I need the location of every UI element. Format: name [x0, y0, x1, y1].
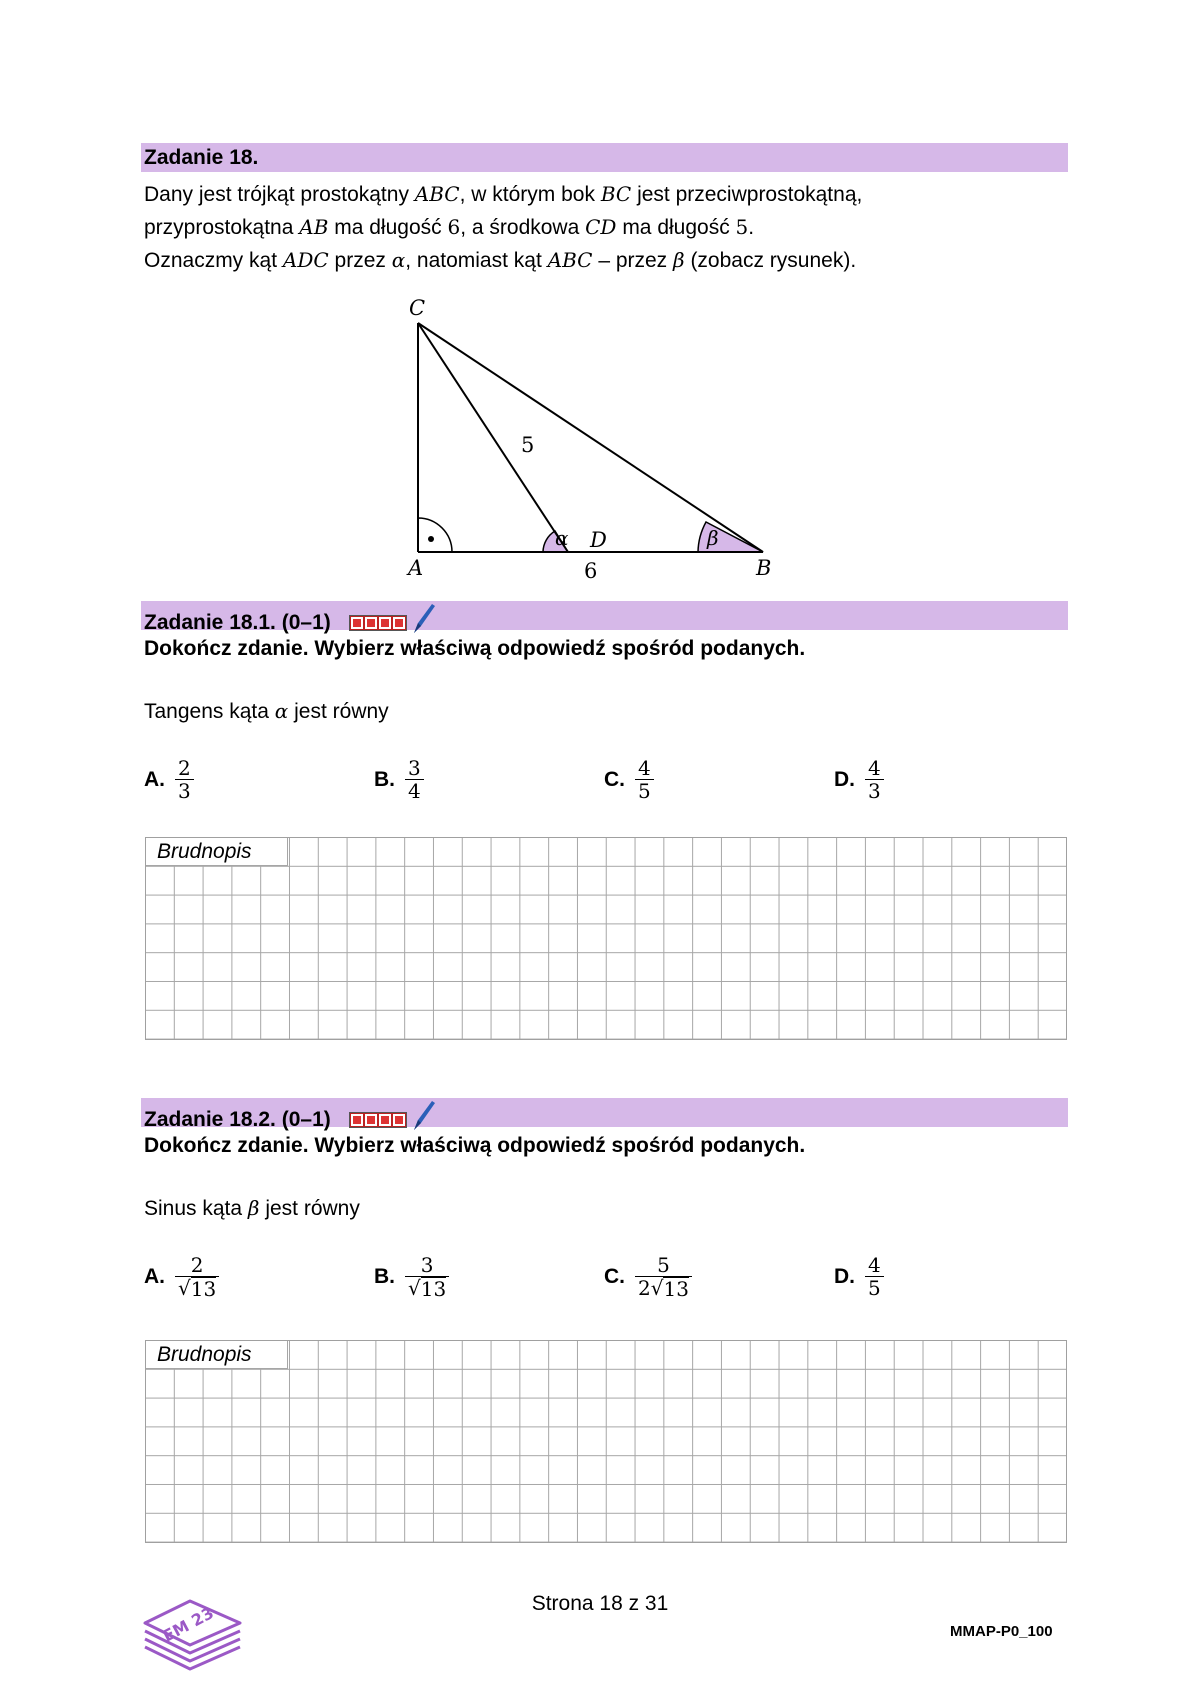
sqrt-sign: √ [408, 1276, 421, 1300]
text: Oznaczmy kąt [144, 249, 278, 272]
fraction [865, 757, 884, 802]
math-5: 5 [735, 215, 749, 239]
exam-code: MMAP-P0_100 [950, 1623, 1053, 1640]
subtask-1-question [144, 698, 389, 725]
logo-text: EM 23 [159, 1603, 217, 1646]
text: jest przeciwprostokątną, [637, 183, 863, 206]
denominator [175, 1276, 219, 1300]
fraction [865, 1254, 884, 1299]
option-c[interactable] [604, 1254, 692, 1300]
option-a[interactable] [144, 1254, 219, 1300]
fraction [175, 757, 194, 802]
label-6: 6 [584, 559, 598, 583]
option-d[interactable] [834, 1254, 884, 1299]
radicand: 13 [663, 1277, 689, 1301]
text: (zobacz rysunek). [690, 249, 857, 272]
option-letter: D. [834, 1264, 855, 1288]
subtask-1-title: Zadanie 18.1. (0–1) [144, 611, 331, 634]
subtask-2-title: Zadanie 18.2. (0–1) [144, 1108, 331, 1131]
option-d[interactable] [834, 757, 884, 802]
option-letter: B. [374, 767, 395, 791]
label-b: B [756, 556, 772, 580]
subtask-1-instruction: Dokończ zdanie. Wybierz właściwą odpowiedź spośród podanych. [144, 637, 806, 660]
scratchpad-grid-1[interactable] [145, 837, 1067, 1040]
page-number: Strona 18 z 31 [531, 1592, 669, 1615]
radicand: 13 [420, 1277, 447, 1301]
text: . [748, 216, 755, 239]
side-bc [418, 323, 763, 552]
sqrt-sign: √ [178, 1276, 191, 1300]
coefficient: 2 [638, 1276, 651, 1300]
fraction [405, 757, 424, 802]
subtask-2-question [144, 1195, 360, 1222]
numerator: 3 [408, 756, 421, 780]
math-abc: ABC [547, 248, 593, 272]
task-title: Zadanie 18. [144, 146, 259, 169]
option-letter: C. [604, 1265, 625, 1288]
text: jest równy [265, 1197, 360, 1220]
option-b[interactable] [374, 757, 424, 802]
median-cd [418, 323, 568, 552]
option-letter: A. [144, 1265, 165, 1288]
option-letter: C. [604, 767, 625, 791]
math-bc: BC [600, 182, 632, 206]
denominator: 5 [635, 779, 654, 802]
subtask-2-instruction: Dokończ zdanie. Wybierz właściwą odpowiedź spośród podanych. [144, 1134, 806, 1157]
sqrt [408, 1277, 446, 1300]
numerator: 2 [190, 1253, 204, 1277]
math-cd: CD [585, 215, 617, 239]
label-alpha: α [555, 526, 569, 550]
math-alpha: α [391, 248, 406, 272]
math-beta: β [673, 248, 685, 272]
fraction [405, 1254, 449, 1300]
numerator: 4 [638, 756, 651, 780]
scratchpad-grid-2[interactable] [145, 1340, 1067, 1543]
score-boxes-icon [349, 1112, 407, 1128]
radicand: 13 [190, 1277, 217, 1301]
math-abc: ABC [414, 182, 460, 206]
math-adc: ADC [282, 248, 329, 272]
text: Tangens kąta [144, 700, 269, 723]
denominator: 5 [865, 1276, 884, 1299]
label-a: A [408, 556, 424, 580]
scratchpad-label: Brudnopis [146, 838, 288, 866]
fraction [635, 757, 654, 802]
denominator [405, 1276, 449, 1300]
text: – przez [598, 249, 668, 272]
right-angle-dot [428, 536, 434, 542]
math-beta: β [247, 1196, 260, 1220]
subtask-2-header [144, 1098, 436, 1134]
denominator: 3 [865, 779, 884, 802]
pen-icon [410, 601, 436, 635]
text: ma długość [622, 216, 730, 239]
math-alpha: α [274, 699, 289, 723]
text: , w którym bok [459, 183, 595, 206]
triangle-figure [0, 0, 1200, 600]
label-d: D [590, 528, 607, 552]
numerator: 4 [868, 756, 881, 780]
denominator: 3 [175, 779, 194, 802]
score-boxes-icon [349, 615, 407, 631]
text: , a środkowa [460, 216, 580, 239]
subtask-1-header [144, 601, 436, 637]
text: ma długość [334, 216, 442, 239]
text: przyprostokątna [144, 216, 294, 239]
text: Dany jest trójkąt prostokątny [144, 183, 409, 206]
sqrt [178, 1277, 216, 1300]
text: przez [334, 249, 386, 272]
denominator: 4 [405, 779, 424, 802]
option-letter: D. [834, 767, 855, 791]
math-6: 6 [447, 215, 461, 239]
option-letter: A. [144, 767, 165, 791]
scratchpad-label: Brudnopis [146, 1341, 288, 1369]
denominator [635, 1276, 692, 1300]
sqrt [651, 1277, 689, 1300]
fraction [635, 1254, 692, 1300]
text: , natomiast kąt [405, 249, 542, 272]
em-logo-icon [140, 1592, 250, 1672]
numerator: 5 [657, 1253, 670, 1277]
option-letter: B. [374, 1265, 395, 1288]
pen-icon [410, 1098, 436, 1132]
label-c: C [409, 296, 426, 320]
option-a[interactable] [144, 757, 194, 802]
text: jest równy [294, 700, 389, 723]
math-ab: AB [299, 215, 329, 239]
numerator: 2 [178, 756, 191, 780]
label-5: 5 [521, 433, 535, 457]
option-b[interactable] [374, 1254, 449, 1300]
sqrt-sign: √ [650, 1276, 664, 1300]
label-beta: β [707, 526, 719, 550]
fraction [175, 1254, 219, 1300]
numerator: 3 [420, 1253, 434, 1277]
option-c[interactable] [604, 757, 654, 802]
right-angle-mark [418, 518, 452, 552]
numerator: 4 [868, 1253, 881, 1277]
text: Sinus kąta [144, 1197, 243, 1220]
